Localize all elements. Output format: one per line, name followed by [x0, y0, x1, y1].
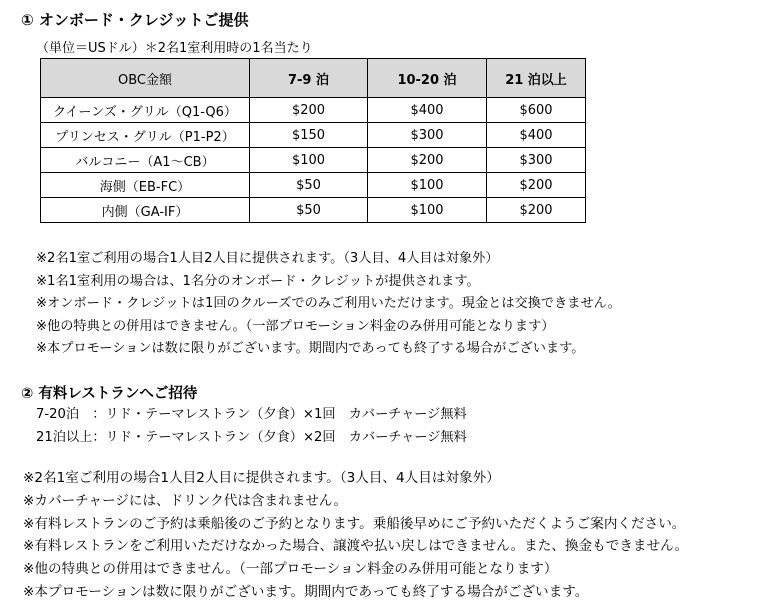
table-cell: $200 [487, 173, 586, 198]
table-cell: $100 [368, 198, 487, 223]
table-cell: $600 [487, 98, 586, 123]
table-cell: $100 [250, 148, 368, 173]
table-cell-category: プリンセス・グリル（P1-P2） [41, 123, 250, 148]
note-line: ※有料レストランのご予約は乗船後のご予約となります。乗船後早めにご予約いただくようご案内ください。 [23, 515, 686, 532]
section1-notes [36, 248, 621, 361]
note-line: ※有料レストランをご利用いただけなかった場合、譲渡や払い戻しはできません。また、換金もできません。 [23, 538, 689, 555]
table-header-21plus: 21 泊以上 [487, 59, 586, 98]
table-cell: $150 [250, 123, 368, 148]
obc-table [40, 58, 586, 223]
unit-note: （単位＝USドル）＊2名1室利用時の1名当たり [36, 41, 313, 56]
note-line: ※オンボード・クレジットは1回のクルーズでのみご利用いただけます。現金とは交換できません。 [36, 296, 621, 311]
table-cell: $300 [368, 123, 487, 148]
note-line: ※2名1室ご利用の場合1人目2人目に提供されます。（3人目、4人目は対象外） [36, 251, 499, 266]
note-line: ※他の特典との併用はできません。（一部プロモーション料金のみ併用可能となります） [23, 561, 558, 578]
table-cell: $200 [487, 198, 586, 223]
note-line: ※本プロモーションは数に限りがございます。期間内であっても終了する場合がございます。 [36, 341, 585, 356]
table-row [41, 173, 586, 198]
table-header-row [41, 59, 586, 98]
section2-title: ② 有料レストランへご招待 [21, 386, 198, 402]
offer-line: 21泊以上：リド・テーマレストラン（夕食）×2回 カバーチャージ無料 [36, 429, 467, 445]
table-cell: $200 [250, 98, 368, 123]
note-line: ※カバーチャージには、ドリンク代は含まれません。 [23, 492, 347, 509]
table-cell: $400 [487, 123, 586, 148]
note-line: ※2名1室ご利用の場合1人目2人目に提供されます。（3人目、4人目は対象外） [23, 470, 500, 486]
note-line: ※本プロモーションは数に限りがございます。期間内であっても終了する場合がございます。 [23, 583, 589, 600]
table-cell-category: バルコニー（A1～CB） [41, 148, 250, 173]
table-cell-category: 海側（EB-FC） [41, 173, 250, 198]
table-cell-category: クイーンズ・グリル（Q1-Q6） [41, 98, 250, 123]
table-cell: $200 [368, 148, 487, 173]
table-cell: $100 [368, 173, 487, 198]
table-header-7-9: 7-9 泊 [250, 59, 368, 98]
table-header-10-20: 10-20 泊 [368, 59, 487, 98]
table-row [41, 98, 586, 123]
table-row [41, 198, 586, 223]
restaurant-offers [36, 404, 467, 449]
table-cell: $300 [487, 148, 586, 173]
table-header-obc: OBC金額 [41, 59, 250, 98]
table-cell: $50 [250, 173, 368, 198]
table-row [41, 148, 586, 173]
table-cell-category: 内側（GA-IF） [41, 198, 250, 223]
section1-title: ① オンボード・クレジットご提供 [21, 11, 249, 29]
table-cell: $400 [368, 98, 487, 123]
table-row [41, 123, 586, 148]
note-line: ※他の特典との併用はできません。（一部プロモーション料金のみ併用可能となります） [36, 318, 555, 334]
section2-notes [23, 467, 688, 604]
offer-line: 7-20泊 ：リド・テーマレストラン（夕食）×1回 カバーチャージ無料 [36, 407, 467, 422]
note-line: ※1名1室利用の場合は、1名分のオンボード・クレジットが提供されます。 [36, 273, 480, 289]
table-cell: $50 [250, 198, 368, 223]
